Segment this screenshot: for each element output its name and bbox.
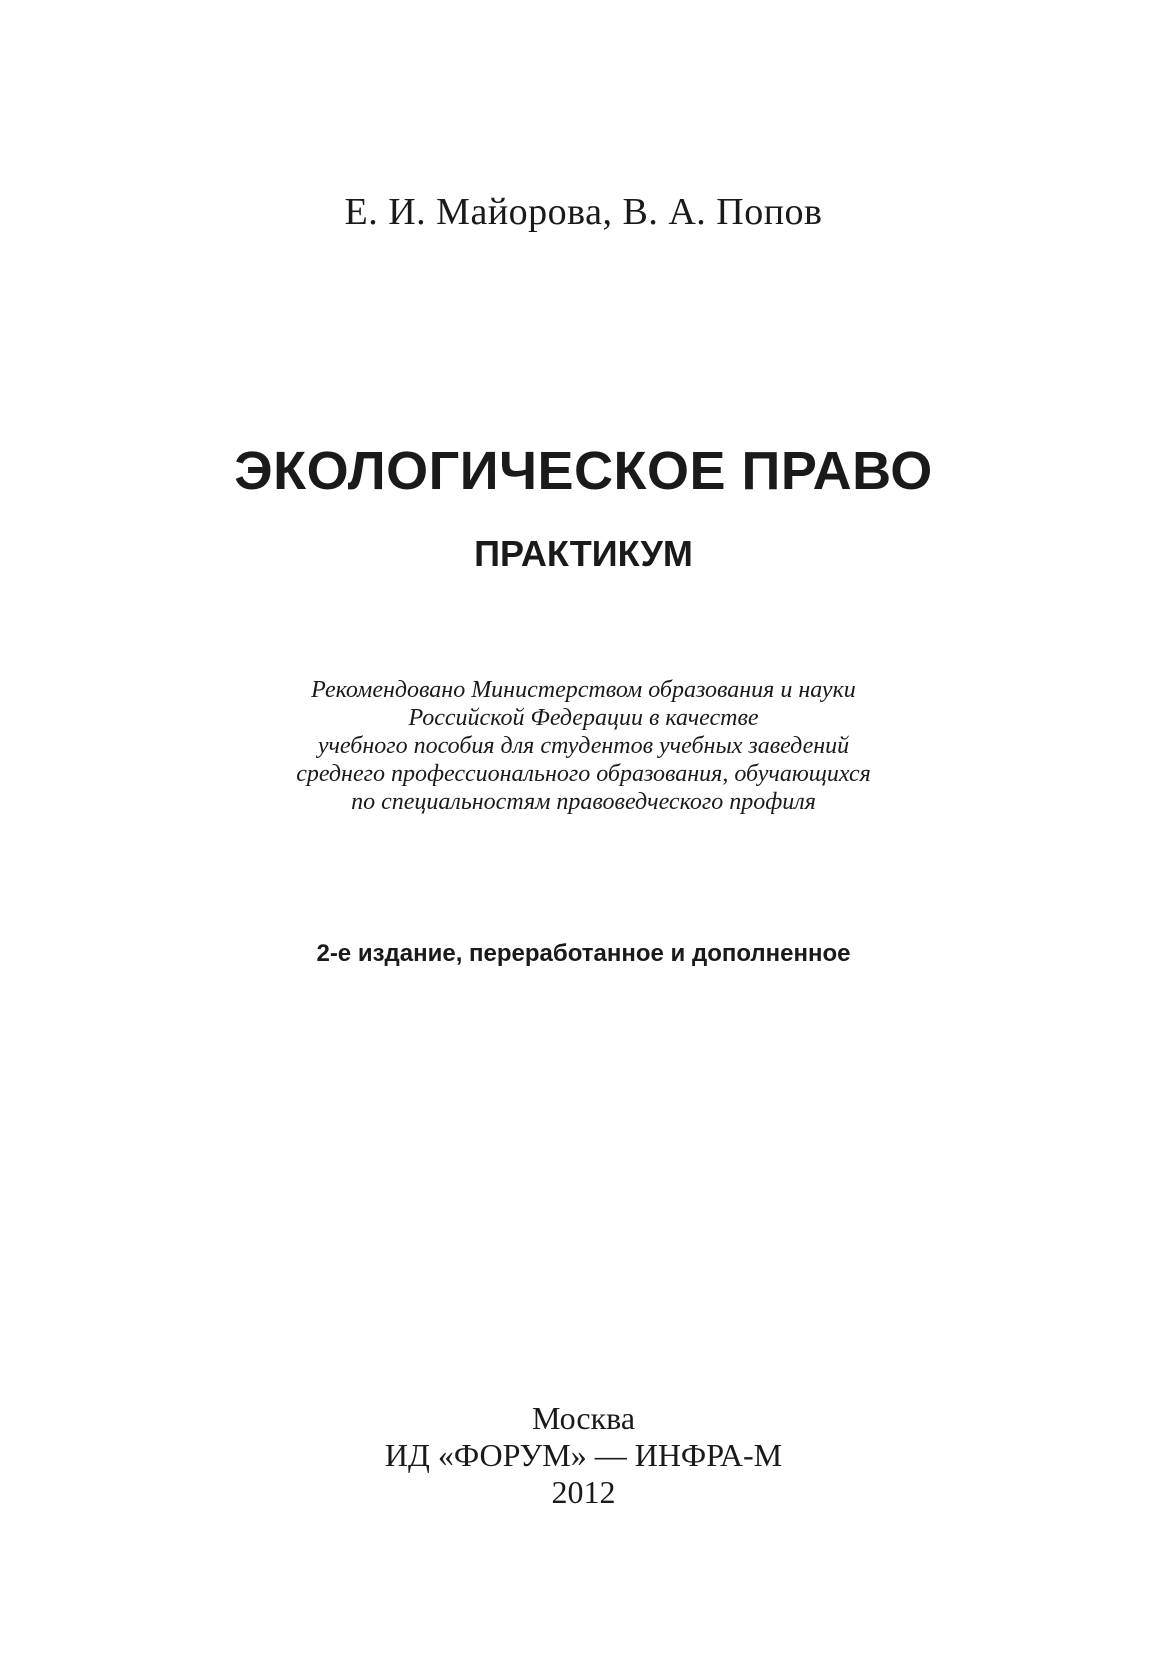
imprint-year: 2012 xyxy=(551,1474,616,1510)
book-subtitle: ПРАКТИКУМ xyxy=(474,533,693,574)
imprint xyxy=(0,1400,1167,1511)
imprint-city: Москва xyxy=(531,1400,636,1436)
recommendation-line: Рекомендовано Министерством образования и науки xyxy=(311,677,856,703)
recommendation-line: среднего профессионального образования, обучающихся xyxy=(296,761,871,787)
imprint-publisher: ИД «ФОРУМ» — ИНФРА-М xyxy=(384,1437,783,1473)
recommendation-line: Российской Федерации в качестве xyxy=(408,705,759,731)
book-title: ЭКОЛОГИЧЕСКОЕ ПРАВО xyxy=(234,441,933,501)
edition-note: 2-е издание, переработанное и дополненное xyxy=(316,940,851,967)
recommendation-line: учебного пособия для студентов учебных заведений xyxy=(317,733,850,759)
authors: Е. И. Майорова, В. А. Попов xyxy=(344,191,823,233)
recommendation-note xyxy=(0,676,1167,816)
recommendation-line: по специальностям правоведческого профиля xyxy=(351,789,816,815)
